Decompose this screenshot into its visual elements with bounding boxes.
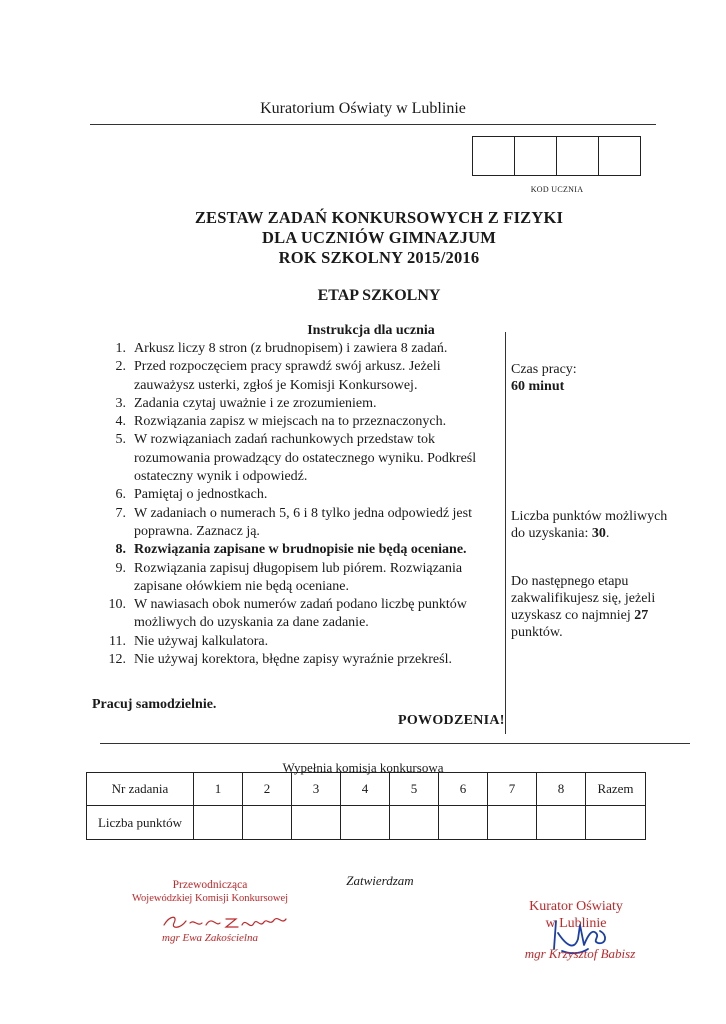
- chair-stamp: [126, 878, 294, 906]
- max-points-note: Liczba punktów możliwych do uzyskania: 30.: [511, 509, 668, 541]
- time-label: Czas pracy:: [511, 362, 577, 377]
- qualification-value: 27: [634, 608, 649, 623]
- task-number-cell: 7: [488, 773, 537, 806]
- student-code-label: KOD UCZNIA: [530, 185, 584, 194]
- table-row-points: [87, 806, 646, 840]
- instruction-text: Rozwiązania zapisz w miejscach na to przeznaczonych.: [134, 414, 447, 430]
- instruction-number: 3.: [115, 395, 126, 411]
- instruction-number: 9.: [115, 560, 126, 576]
- instructions-list: [100, 340, 500, 669]
- instruction-item: [100, 505, 500, 542]
- points-cell[interactable]: [537, 806, 586, 840]
- points-cell[interactable]: [292, 806, 341, 840]
- instruction-item: [100, 431, 500, 486]
- points-cell[interactable]: [390, 806, 439, 840]
- instruction-text: W nawiasach obok numerów zadań podano liczbę punktów możliwych do uzyskania za dane zadanie.: [134, 597, 467, 631]
- instruction-item: [100, 560, 500, 597]
- max-points-value: 30: [591, 526, 606, 541]
- qualification-suffix: punktów.: [511, 625, 563, 640]
- instructions-heading: Instrukcja dla ucznia: [307, 323, 435, 338]
- instruction-number: 12.: [108, 652, 126, 668]
- qualification-text: Do następnego etapu zakwalifikujesz się, jeżeli uzyskasz co najmniej: [511, 574, 656, 623]
- commission-label: Wypełnia komisja konkursowa: [282, 760, 444, 775]
- stage-title: ETAP SZKOLNY: [317, 287, 441, 304]
- task-number-cell: 8: [537, 773, 586, 806]
- instruction-number: 6.: [115, 487, 126, 503]
- instruction-text: W rozwiązaniach zadań rachunkowych przedstaw tok rozumowania prowadzący do ostatecznego wyniku. Podkreśl ostateczny wynik i odpowiedź.: [134, 432, 477, 485]
- total-header: Razem: [586, 773, 646, 806]
- title-line-2: DLA UCZNIÓW GIMNAZJUM: [262, 228, 496, 247]
- top-divider: [90, 124, 656, 125]
- instruction-number: 11.: [109, 633, 126, 649]
- instruction-item: [100, 651, 500, 669]
- column-divider: [505, 332, 506, 734]
- middle-divider: [100, 743, 690, 744]
- instruction-item: [100, 395, 500, 413]
- instruction-text: Nie używaj kalkulatora.: [134, 633, 269, 649]
- task-number-cell: 3: [292, 773, 341, 806]
- score-table: [86, 772, 646, 840]
- qualification-note: [511, 573, 671, 641]
- instruction-number: 8.: [115, 542, 126, 558]
- chair-name: mgr Ewa Zakościelna: [162, 932, 258, 944]
- total-points-cell[interactable]: [586, 806, 646, 840]
- chair-stamp-title: Przewodnicząca: [172, 879, 248, 891]
- instruction-item: [100, 486, 500, 504]
- task-number-header: Nr zadania: [87, 773, 194, 806]
- instruction-item: [100, 413, 500, 431]
- instruction-text: Arkusz liczy 8 stron (z brudnopisem) i zawiera 8 zadań.: [134, 341, 448, 356]
- instruction-text: W zadaniach o numerach 5, 6 i 8 tylko jedna odpowiedź jest poprawna. Zaznacz ją.: [134, 505, 472, 539]
- student-code-box[interactable]: [472, 136, 641, 176]
- task-number-cell: 4: [341, 773, 390, 806]
- curator-stamp-title: Kurator Oświaty: [529, 899, 623, 914]
- code-cell[interactable]: [515, 137, 557, 175]
- code-cell[interactable]: [473, 137, 515, 175]
- table-row-task-numbers: [87, 773, 646, 806]
- points-cell[interactable]: [439, 806, 488, 840]
- instruction-item: [100, 541, 500, 559]
- good-luck-note: POWODZENIA!: [398, 713, 505, 728]
- task-number-cell: 6: [439, 773, 488, 806]
- curator-stamp-subtitle: w Lublinie: [545, 916, 607, 931]
- chair-signature: [160, 911, 290, 933]
- organization-name: Kuratorium Oświaty w Lublinie: [260, 100, 466, 117]
- chair-stamp-subtitle: Wojewódzkiej Komisji Konkursowej: [131, 893, 289, 904]
- task-number-cell: 1: [194, 773, 243, 806]
- title-line-3: ROK SZKOLNY 2015/2016: [278, 248, 480, 267]
- instruction-text: Nie używaj korektora, błędne zapisy wyraźnie przekreśl.: [134, 652, 452, 668]
- instruction-number: 2.: [115, 359, 126, 375]
- approval-label: Zatwierdzam: [346, 873, 414, 888]
- points-cell[interactable]: [194, 806, 243, 840]
- curator-name: mgr Krzysztof Babisz: [524, 946, 636, 961]
- points-cell[interactable]: [243, 806, 292, 840]
- instruction-number: 1.: [115, 341, 126, 356]
- instruction-item: [100, 358, 500, 395]
- instruction-number: 7.: [115, 505, 126, 521]
- work-alone-note: Pracuj samodzielnie.: [92, 697, 217, 712]
- points-cell[interactable]: [341, 806, 390, 840]
- task-number-cell: 5: [390, 773, 439, 806]
- instruction-number: 10.: [108, 597, 126, 613]
- instruction-text: Zadania czytaj uważnie i ze zrozumieniem.: [134, 395, 377, 411]
- instruction-number: 4.: [115, 414, 126, 430]
- instruction-text: Rozwiązania zapisane w brudnopisie nie będą oceniane.: [134, 542, 467, 558]
- title-line-1: ZESTAW ZADAŃ KONKURSOWYCH Z FIZYKI: [194, 208, 564, 227]
- code-cell[interactable]: [557, 137, 599, 175]
- time-value: 60 minut: [511, 379, 565, 394]
- code-cell[interactable]: [599, 137, 640, 175]
- instruction-text: Rozwiązania zapisuj długopisem lub piórem. Rozwiązania zapisane ołówkiem nie będą oceniane.: [134, 560, 463, 594]
- instruction-item: [100, 340, 500, 358]
- instruction-text: Pamiętaj o jednostkach.: [134, 487, 268, 503]
- instruction-number: 5.: [115, 432, 126, 448]
- instruction-item: [100, 633, 500, 651]
- instruction-item: [100, 596, 500, 633]
- points-cell[interactable]: [488, 806, 537, 840]
- points-header: Liczba punktów: [87, 806, 194, 840]
- instruction-text: Przed rozpoczęciem pracy sprawdź swój arkusz. Jeżeli zauważysz usterki, zgłoś je Komisji Konkursowej.: [134, 359, 441, 393]
- max-points-text: Liczba punktów możliwych do uzyskania:: [511, 509, 668, 541]
- task-number-cell: 2: [243, 773, 292, 806]
